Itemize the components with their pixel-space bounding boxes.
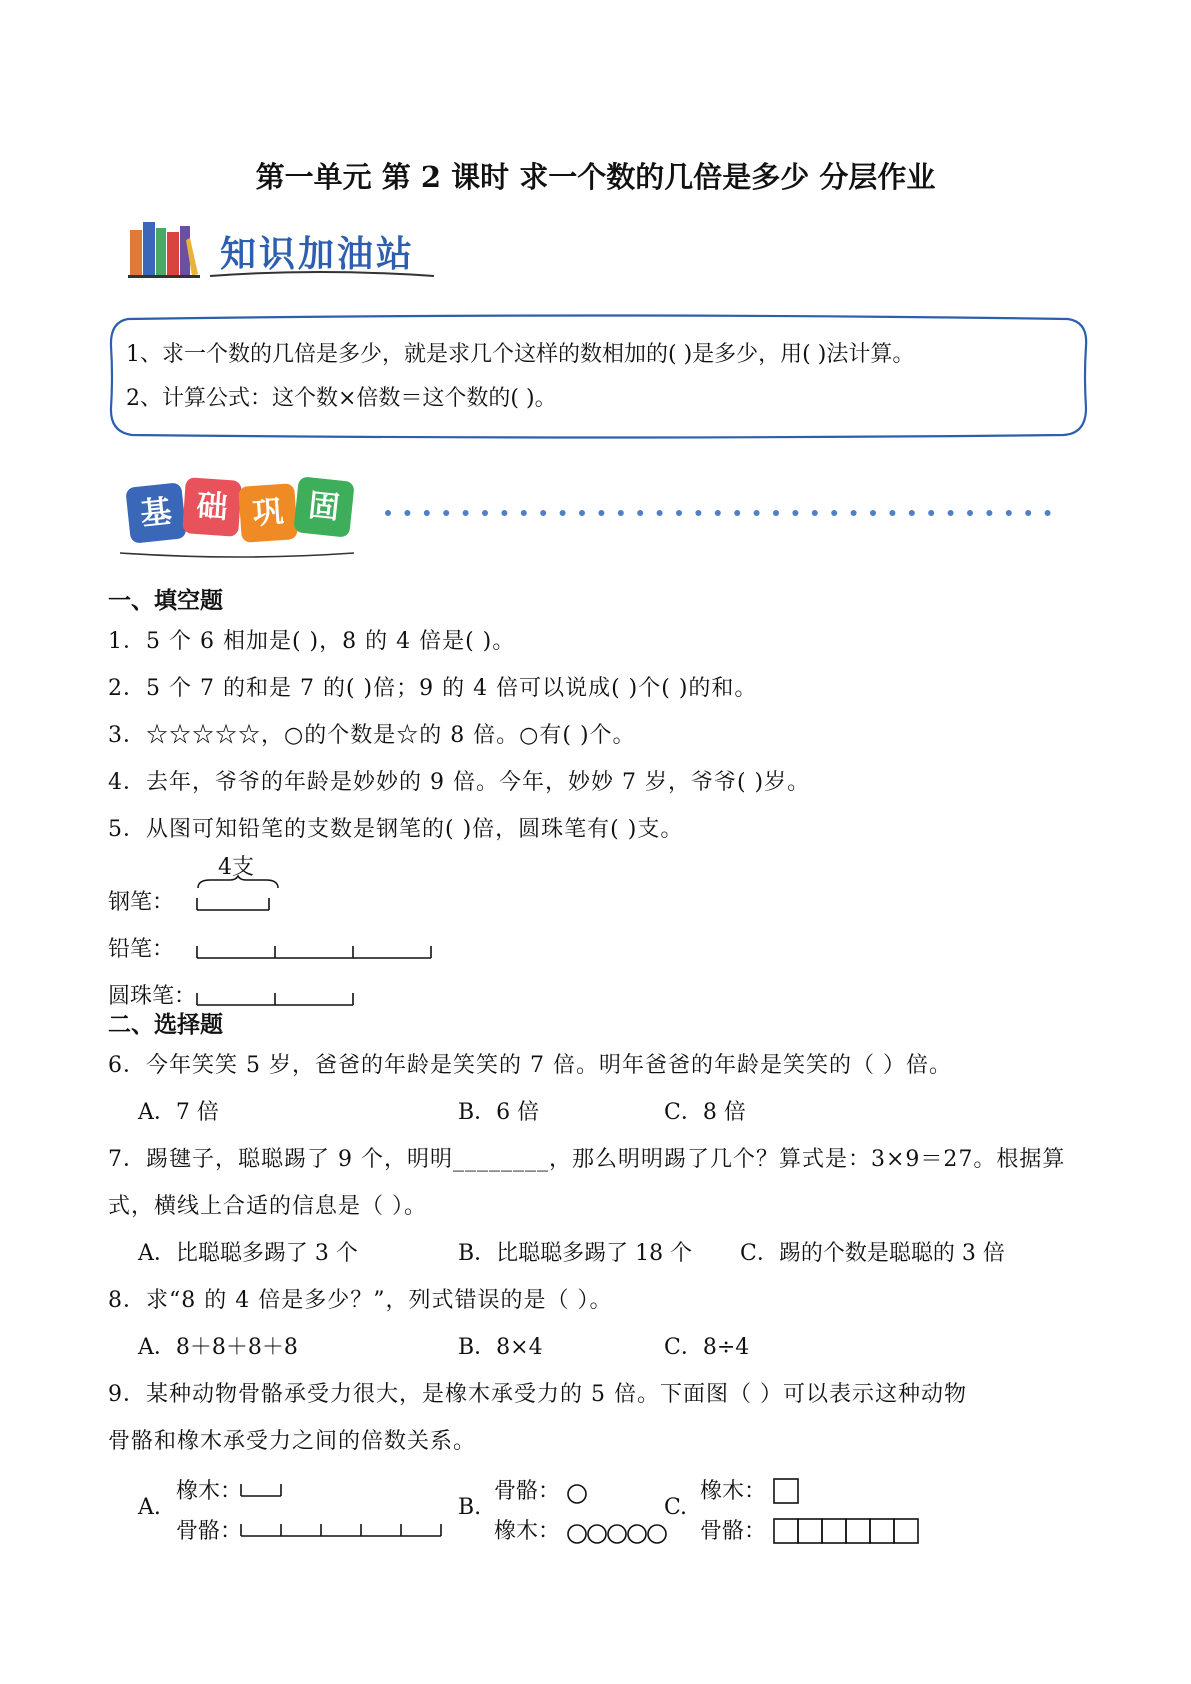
question-4: 4．去年，爷爷的年龄是妙妙的 9 倍。今年，妙妙 7 岁，爷爷( )岁。 <box>108 770 811 795</box>
square-mark <box>822 1519 846 1543</box>
q9-a-oak-label: 橡木： <box>176 1479 243 1504</box>
question-7-line-1: 7．踢毽子，聪聪踢了 9 个，明明________，那么明明踢了几个？算式是：3×9＝27。根据算 <box>108 1147 1066 1172</box>
divider-dot <box>618 510 624 516</box>
banner-tile-3: 巩 <box>238 483 298 543</box>
pencil-segment-bar <box>196 940 446 962</box>
divider-dot <box>754 510 760 516</box>
q7-option-b[interactable]: B．比聪聪多踢了 18 个 <box>458 1241 693 1266</box>
divider-dot <box>521 510 527 516</box>
section-choice-heading: 二、选择题 <box>108 1011 223 1038</box>
question-3: 3．☆☆☆☆☆，○的个数是☆的 8 倍。○有( )个。 <box>108 723 636 748</box>
square-mark <box>870 1519 894 1543</box>
ballpen-label: 圆珠笔： <box>108 984 197 1009</box>
q9-c-bone-label: 骨骼： <box>700 1519 767 1544</box>
q9-b-oak-label: 橡木： <box>494 1519 561 1544</box>
divider-dot <box>385 510 391 516</box>
q7-option-c[interactable]: C．踢的个数是聪聪的 3 倍 <box>740 1241 1005 1266</box>
knowledge-line-1: 1、求一个数的几倍是多少，就是求几个这样的数相加的( )是多少，用( )法计算。 <box>126 342 915 367</box>
question-2: 2．5 个 7 的和是 7 的( )倍；9 的 4 倍可以说成( )个( )的和。 <box>108 676 758 701</box>
q9-c-oak-label: 橡木： <box>700 1479 767 1504</box>
knowledge-banner-title: 知识加油站 <box>220 234 416 275</box>
divider-dot <box>909 510 915 516</box>
circle-mark <box>648 1525 666 1543</box>
square-mark <box>846 1519 870 1543</box>
divider-dot <box>540 510 546 516</box>
divider-dot <box>967 510 973 516</box>
divider-dot <box>579 510 585 516</box>
divider-dot <box>851 510 857 516</box>
divider-dot <box>695 510 701 516</box>
q6-option-c[interactable]: C．8 倍 <box>664 1100 746 1125</box>
q8-option-b[interactable]: B．8×4 <box>458 1335 543 1360</box>
divider-dot <box>501 510 507 516</box>
basic-banner <box>128 483 358 553</box>
divider-dot <box>715 510 721 516</box>
divider-dot <box>676 510 682 516</box>
divider-dot <box>404 510 410 516</box>
knowledge-line-2: 2、计算公式：这个数×倍数＝这个数的( )。 <box>126 386 557 411</box>
knowledge-box <box>108 316 1088 438</box>
divider-dot <box>443 510 449 516</box>
divider-dot <box>948 510 954 516</box>
q6-option-b[interactable]: B．6 倍 <box>458 1100 540 1125</box>
section-fill-blank-heading: 一、填空题 <box>108 587 223 614</box>
q9-a-oak-bar <box>240 1480 290 1500</box>
q9-a-bone-label: 骨骼： <box>176 1519 243 1544</box>
knowledge-banner <box>128 218 428 278</box>
question-9-line-2: 骨骼和橡木承受力之间的倍数关系。 <box>108 1429 477 1454</box>
page-title: 第一单元 第 2 课时 求一个数的几倍是多少 分层作业 <box>255 160 936 194</box>
square-mark <box>798 1519 822 1543</box>
circle-mark <box>588 1525 606 1543</box>
divider-dot <box>657 510 663 516</box>
pen-segment-bar <box>196 892 286 914</box>
divider-dot <box>889 510 895 516</box>
banner-underline <box>208 268 438 280</box>
circle-mark <box>608 1525 626 1543</box>
question-1: 1．5 个 6 相加是( )，8 的 4 倍是( )。 <box>108 629 516 654</box>
pencil-label: 铅笔： <box>108 937 175 962</box>
q8-option-c[interactable]: C．8÷4 <box>664 1335 750 1360</box>
circle-mark <box>568 1525 586 1543</box>
q9-b-bone-circles <box>566 1482 596 1506</box>
pen-brace-label: 4支 <box>218 855 254 880</box>
dotted-divider <box>384 508 1064 518</box>
divider-dot <box>773 510 779 516</box>
divider-dot <box>424 510 430 516</box>
divider-dot <box>928 510 934 516</box>
q7-option-a[interactable]: A．比聪聪多踢了 3 个 <box>138 1241 358 1266</box>
divider-dot <box>831 510 837 516</box>
pen-brace <box>196 876 280 890</box>
q6-option-a[interactable]: A．7 倍 <box>138 1100 219 1125</box>
q9-b-bone-label: 骨骼： <box>494 1479 561 1504</box>
banner-tile-4: 固 <box>293 476 355 538</box>
pen-label: 钢笔： <box>108 890 175 915</box>
divider-dot <box>1025 510 1031 516</box>
divider-dot <box>637 510 643 516</box>
square-mark <box>774 1479 798 1503</box>
divider-dot <box>598 510 604 516</box>
divider-dot <box>1006 510 1012 516</box>
banner-tile-2: 础 <box>182 477 242 537</box>
divider-dot <box>482 510 488 516</box>
divider-dot <box>1045 510 1051 516</box>
divider-dot <box>986 510 992 516</box>
q9-b-oak-circles <box>566 1522 676 1546</box>
question-9-line-1: 9．某种动物骨骼承受力很大，是橡木承受力的 5 倍。下面图（ ）可以表示这种动物 <box>108 1382 967 1407</box>
basic-banner-underline <box>118 547 358 561</box>
q8-option-a[interactable]: A．8＋8＋8＋8 <box>138 1335 298 1360</box>
q9-option-b-letter[interactable]: B. <box>458 1495 482 1520</box>
banner-tile-1: 基 <box>125 482 187 544</box>
question-6: 6．今年笑笑 5 岁，爸爸的年龄是笑笑的 7 倍。明年爸爸的年龄是笑笑的（ ）倍。 <box>108 1053 952 1078</box>
divider-dot <box>792 510 798 516</box>
q9-option-a-letter[interactable]: A. <box>138 1495 161 1520</box>
divider-dot <box>463 510 469 516</box>
question-8: 8．求“8 的 4 倍是多少？”，列式错误的是（ ）。 <box>108 1288 613 1313</box>
divider-dot <box>560 510 566 516</box>
divider-dot <box>870 510 876 516</box>
circle-mark <box>568 1485 586 1503</box>
square-mark <box>774 1519 798 1543</box>
square-mark <box>894 1519 918 1543</box>
divider-dot <box>812 510 818 516</box>
q9-option-c-letter[interactable]: C. <box>664 1495 688 1520</box>
q9-c-oak-squares <box>772 1476 804 1506</box>
q9-a-bone-bar <box>240 1520 470 1540</box>
question-5: 5．从图可知铅笔的支数是钢笔的( )倍，圆珠笔有( )支。 <box>108 817 684 842</box>
question-7-line-2: 式，横线上合适的信息是（ ）。 <box>108 1194 427 1219</box>
q9-c-bone-squares <box>772 1516 932 1546</box>
books-icon <box>128 218 200 278</box>
divider-dot <box>734 510 740 516</box>
circle-mark <box>628 1525 646 1543</box>
